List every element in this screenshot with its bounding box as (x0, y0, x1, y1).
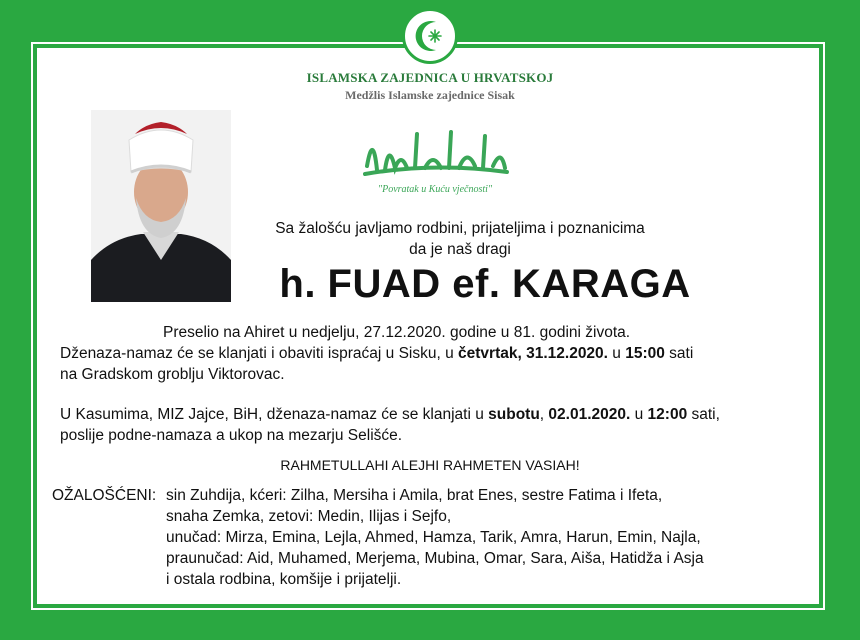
passing-date: Preselio na Ahiret u nedjelju, 27.12.2020. godine u 81. godini života. (163, 324, 631, 341)
crescent-logo-icon (402, 8, 458, 64)
deceased-name: h. FUAD ef. KARAGA (279, 262, 691, 306)
burial-kasumi: poslije podne-namaza a ukop na mezarju Selišće. (60, 427, 403, 444)
calligraphy-caption: "Povratak u Kuću vječnosti" (377, 184, 493, 195)
funeral-sisak: Dženaza-namaz će se klanjati i obaviti ispraćaj u Sisku, u četvrtak, 31.12.2020. u 15:00 sati (60, 345, 694, 362)
org-name: ISLAMSKA ZAJEDNICA U HRVATSKOJ (306, 70, 554, 85)
mourners-label: OŽALOŠĆENI: (52, 487, 157, 504)
funeral-kasumi: U Kasumima, MIZ Jajce, BiH, dženaza-namaz će se klanjati u subotu, 02.01.2020. u 12:00 sati, (60, 406, 720, 423)
intro-line-1: Sa žalošću javljamo rodbini, prijateljima i poznanicima (275, 220, 645, 237)
prayer-line: RAHMETULLAHI ALEJHI RAHMETEN VASIAH! (280, 457, 580, 473)
mourners-line-3: unučad: Mirza, Emina, Lejla, Ahmed, Hamza, Tarik, Amra, Harun, Emin, Najla, (166, 529, 701, 546)
cemetery-sisak: na Gradskom groblju Viktorovac. (60, 366, 285, 383)
mourners-line-4: praunučad: Aid, Muhamed, Merjema, Mubina, Omar, Sara, Aiša, Hatidža i Asja (166, 550, 704, 567)
mourners-line-5: i ostala rodbina, komšije i prijatelji. (166, 571, 402, 588)
intro-line-2: da je naš dragi (409, 241, 511, 258)
calligraphy-logo (355, 122, 515, 202)
mourners-line-2: snaha Zemka, zetovi: Medin, Ilijas i Sejfo, (166, 508, 452, 525)
mourners-line-1: sin Zuhdija, kćeri: Zilha, Mersiha i Amila, brat Enes, sestre Fatima i Ifeta, (166, 487, 663, 504)
org-subtitle: Medžlis Islamske zajednice Sisak (345, 88, 515, 102)
